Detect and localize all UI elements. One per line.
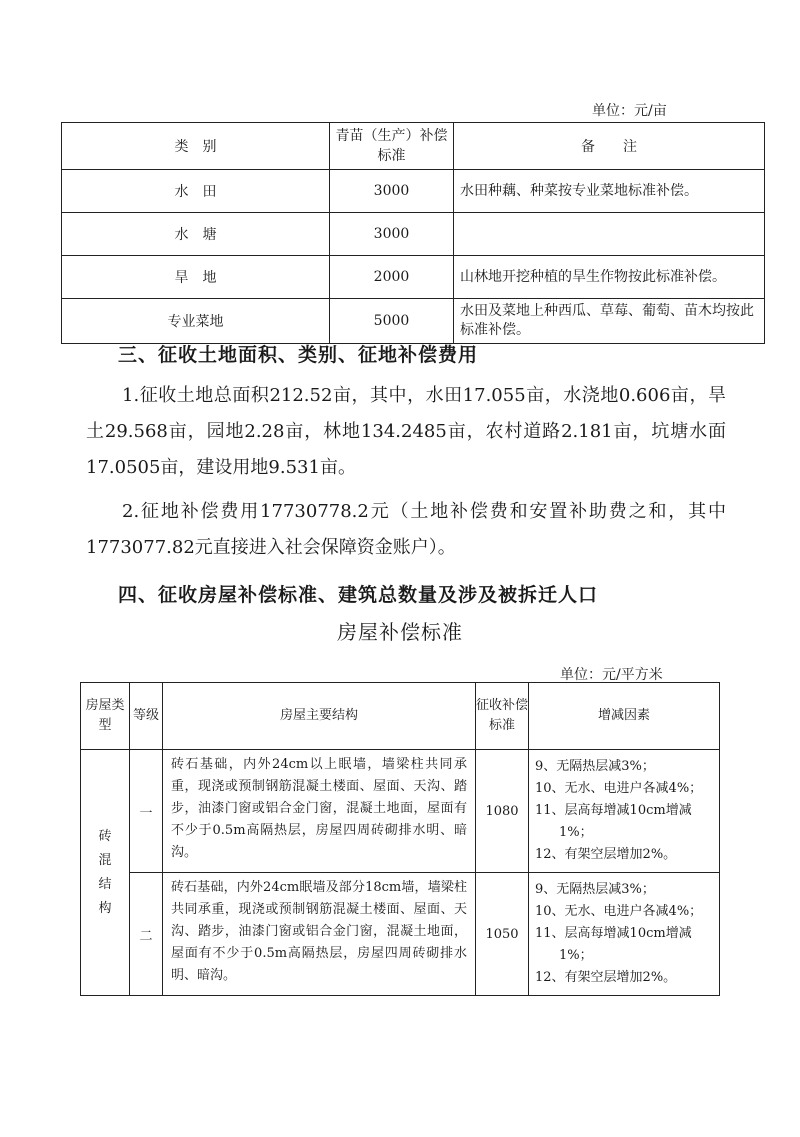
header-category: 类 别 [62,123,330,170]
table-row [62,299,765,344]
header-grade: 等级 [130,683,163,750]
table-row [81,873,720,996]
factor-item: 11、层高每增减10cm增减1%； [535,926,692,963]
structure-cell: 砖石基础，内外24cm以上眠墙，墙梁柱共同承重，现浇或预制钢筋混凝土楼面、屋面、天沟、踏步，油漆门窗或铝合金门窗，混凝土地面，屋面有不少于0.5m高隔热层，房屋四周砖砌排水明、暗沟。 [163,750,476,873]
header-type: 房屋类型 [81,683,130,750]
section4-heading: 四、征收房屋补偿标准、建筑总数量及涉及被拆迁人口 [118,584,599,606]
factor-item: 9、无隔热层减3%； [535,759,655,774]
row-remark: 山林地开挖种植的旱生作物按此标准补偿。 [454,256,765,299]
row-remark [454,213,765,256]
table-row [62,213,765,256]
grade-cell: 一 [130,750,163,873]
table-row [62,170,765,213]
table2-title: 房屋补偿标准 [337,620,463,644]
section3-body [86,378,726,566]
row-category: 专业菜地 [62,299,330,344]
house-type-cell: 砖混结构 [81,750,130,996]
price-cell: 1080 [476,750,529,873]
header-structure: 房屋主要结构 [163,683,476,750]
factor-item: 10、无水、电进户各减4%； [535,781,703,796]
table-header-row [81,683,720,750]
header-standard: 青苗（生产）补偿标准 [330,123,454,170]
factor-item: 12、有架空层增加2%。 [535,847,677,862]
compensation-fee-paragraph: 2.征地补偿费用17730778.2元（土地补偿费和安置补助费之和，其中1773077.82元直接进入社会保障资金账户）。 [86,501,726,558]
house-compensation-table [80,682,720,996]
row-remark: 水田种藕、种菜按专业菜地标准补偿。 [454,170,765,213]
grade-cell: 二 [130,873,163,996]
table-row [81,750,720,873]
factor-item: 9、无隔热层减3%； [535,882,655,897]
row-category: 旱 地 [62,256,330,299]
factors-cell [529,750,720,873]
row-standard: 3000 [330,213,454,256]
header-factors: 增减因素 [529,683,720,750]
table-header-row [62,123,765,170]
factor-item: 12、有架空层增加2%。 [535,970,677,985]
row-category: 水 塘 [62,213,330,256]
land-area-paragraph: 1.征收土地总面积212.52亩，其中，水田17.055亩，水浇地0.606亩，旱土29.568亩，园地2.28亩，林地134.2485亩，农村道路2.181亩，坑塘水面17.0505亩，建设用地9.531亩。 [86,385,726,478]
seedling-compensation-table [61,122,765,344]
header-remark: 备 注 [454,123,765,170]
row-standard: 5000 [330,299,454,344]
row-category: 水 田 [62,170,330,213]
table1-unit: 单位：元/亩 [592,103,667,119]
structure-cell: 砖石基础，内外24cm眠墙及部分18cm墙，墙梁柱共同承重，现浇或预制钢筋混凝土楼面、屋面、天沟、踏步，油漆门窗或铝合金门窗，混凝土地面，屋面有不少于0.5m高隔热层，房屋四周砖砌排水明、暗沟。 [163,873,476,996]
header-price: 征收补偿标准 [476,683,529,750]
row-remark: 水田及菜地上种西瓜、草莓、葡萄、苗木均按此标准补偿。 [454,299,765,344]
factor-item: 11、层高每增减10cm增减1%； [535,803,692,840]
price-cell: 1050 [476,873,529,996]
factor-item: 10、无水、电进户各减4%； [535,904,703,919]
row-standard: 3000 [330,170,454,213]
section3-heading: 三、征收土地面积、类别、征地补偿费用 [118,344,479,366]
table2-unit: 单位：元/平方米 [560,667,663,683]
row-standard: 2000 [330,256,454,299]
factors-cell [529,873,720,996]
table-row [62,256,765,299]
